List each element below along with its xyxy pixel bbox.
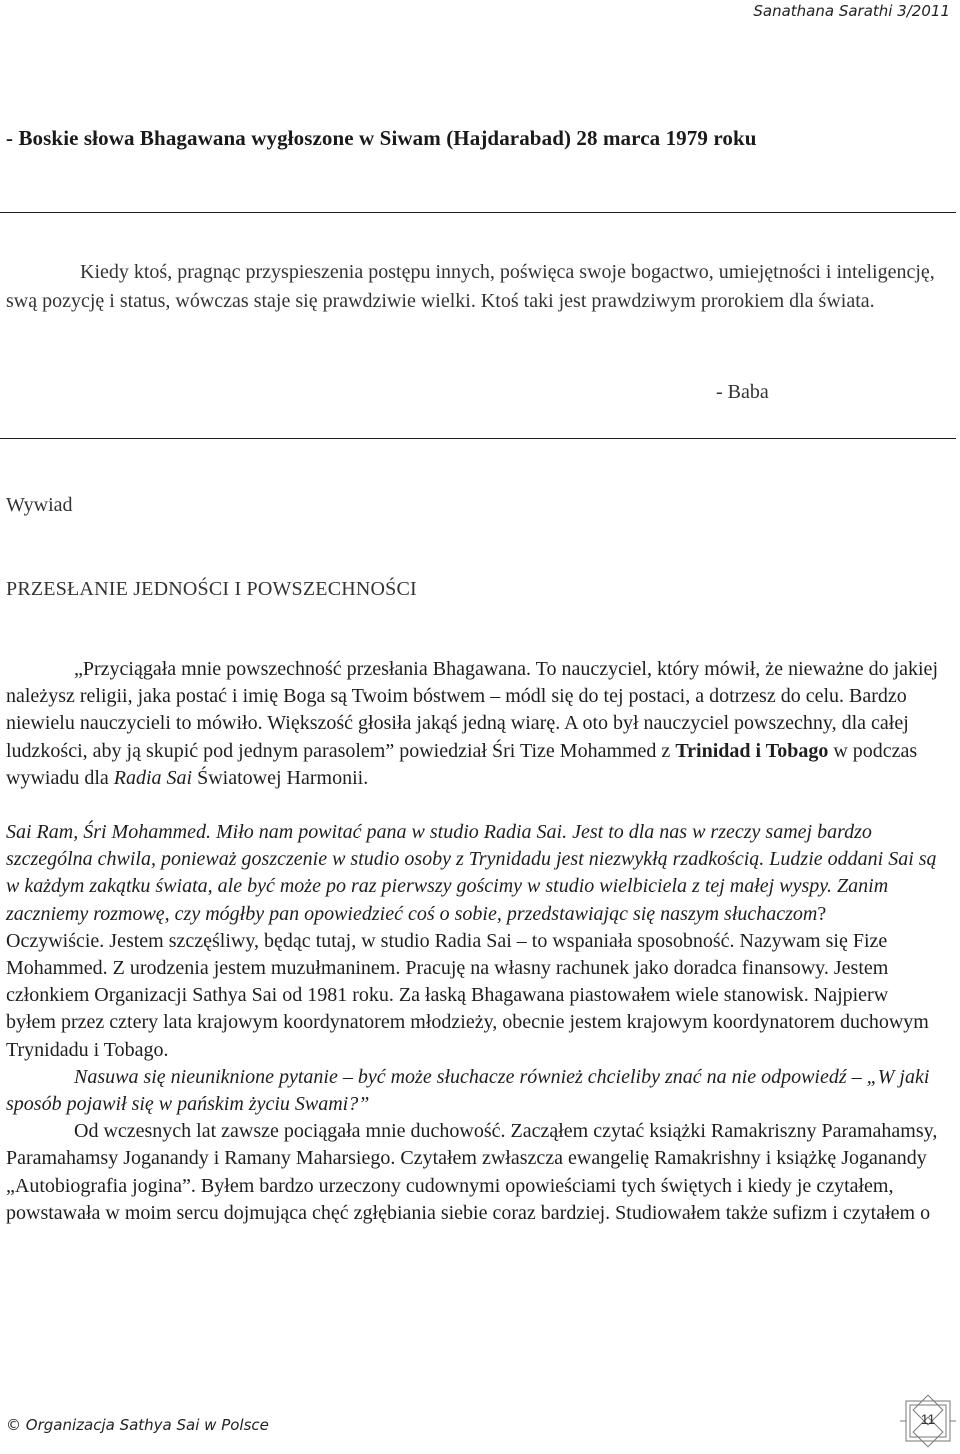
question-1-mark: ? bbox=[817, 902, 827, 925]
intro-text-2: w podczas wywiadu dla bbox=[6, 739, 918, 789]
quote-text: Kiedy ktoś, pragnąc przyspieszenia postępu innych, poświęca swoje bogactwo, umiejętności i inteligencję, swą pozycję i status, wówczas staje się prawdziwie wielki. Ktoś taki jest prawdziwym prorokiem dla świata. bbox=[6, 261, 935, 312]
question-1-text: Sai Ram, Śri Mohammed. Miło nam powitać pana w studio Radia Sai. Jest to dla nas w rzeczy samej bardzo szczególna chwila, ponieważ goszczenie w studio osoby z Trynidadu jest niezwykłą rzadkością. Ludzie oddani Sai są w każdym zakątku świata, ale być może po raz pierwszy gościmy w studio wielbiciela z tej małej wyspy. Zanim zaczniemy rozmowę, czy mógłby pan opowiedzieć coś o sobie, przedstawiając się naszym słuchaczom bbox=[6, 821, 937, 925]
intro-text-3: Światowej Harmonii. bbox=[192, 766, 369, 789]
footer-copyright: © Organizacja Sathya Sai w Polsce bbox=[6, 1416, 269, 1434]
quote-block bbox=[6, 258, 941, 315]
country-name: Trinidad i Tobago bbox=[675, 739, 829, 762]
page-number: 11 bbox=[920, 1411, 936, 1427]
headline: - Boskie słowa Bhagawana wygłoszone w Siwam (Hajdarabad) 28 marca 1979 roku bbox=[6, 126, 757, 150]
section-label: Wywiad bbox=[6, 494, 73, 516]
article-body bbox=[6, 656, 941, 1227]
intro-text: „Przyciągała mnie powszechność przesłania Bhagawana. To nauczyciel, który mówił, że nieważne do jakiej należysz religii, jaka postać i imię Boga są Twoim bóstwem – módl się do tej postaci, a dotrzesz do celu. Bardzo niewielu nauczycieli to mówiło. Większość głosiła jakąś jedną wiarę. A oto był nauczyciel powszechny, dla całej ludzkości, aby ją skupić pod jednym parasolem” powiedział Śri Tize Mohammed z bbox=[6, 658, 938, 762]
radio-name: Radia Sai bbox=[113, 766, 193, 789]
top-divider bbox=[0, 212, 956, 213]
question-1 bbox=[6, 819, 941, 928]
bottom-divider bbox=[0, 438, 956, 439]
question-2: Nasuwa się nieuniknione pytanie – być może słuchacze również chcieliby znać na nie odpowiedź – „W jaki sposób pojawił się w pańskim życiu Swami?” bbox=[6, 1065, 930, 1116]
intro-paragraph bbox=[6, 656, 941, 792]
quote-attribution: - Baba bbox=[716, 381, 769, 403]
answer-1: Oczywiście. Jestem szczęśliwy, będąc tutaj, w studio Radia Sai – to wspaniała sposobność. Nazywam się Fize Mohammed. Z urodzenia jestem muzułmaninem. Pracuję na własny rachunek jako doradca finansowy. Jestem członkiem Organizacji Sathya Sai od 1981 roku. Za łaską Bhagawana piastowałem wiele stanowisk. Najpierw byłem przez cztery lata krajowym koordynatorem młodzieży, obecnie jestem krajowym koordynatorem duchowym Trynidadu i Tobago. bbox=[6, 929, 929, 1061]
answer-2: Od wczesnych lat zawsze pociągała mnie duchowość. Zacząłem czytać książki Ramakriszny Paramahamsy, Paramahamsy Joganandy i Ramany Maharsiego. Czytałem zwłaszcza ewangelię Ramakrishny i książkę Joganandy „Autobiografia jogina”. Byłem bardzo urzeczony cudownymi opowieściami tych świętych i kiedy je czytałem, powstawała w moim sercu dojmująca chęć zgłębiania siebie coraz bardziej. Studiowałem także sufizm i czytałem o bbox=[6, 1120, 938, 1224]
article-title: PRZESŁANIE JEDNOŚCI I POWSZECHNOŚCI bbox=[6, 578, 417, 600]
running-header: Sanathana Sarathi 3/2011 bbox=[753, 2, 950, 20]
page-number-badge bbox=[898, 1393, 958, 1449]
